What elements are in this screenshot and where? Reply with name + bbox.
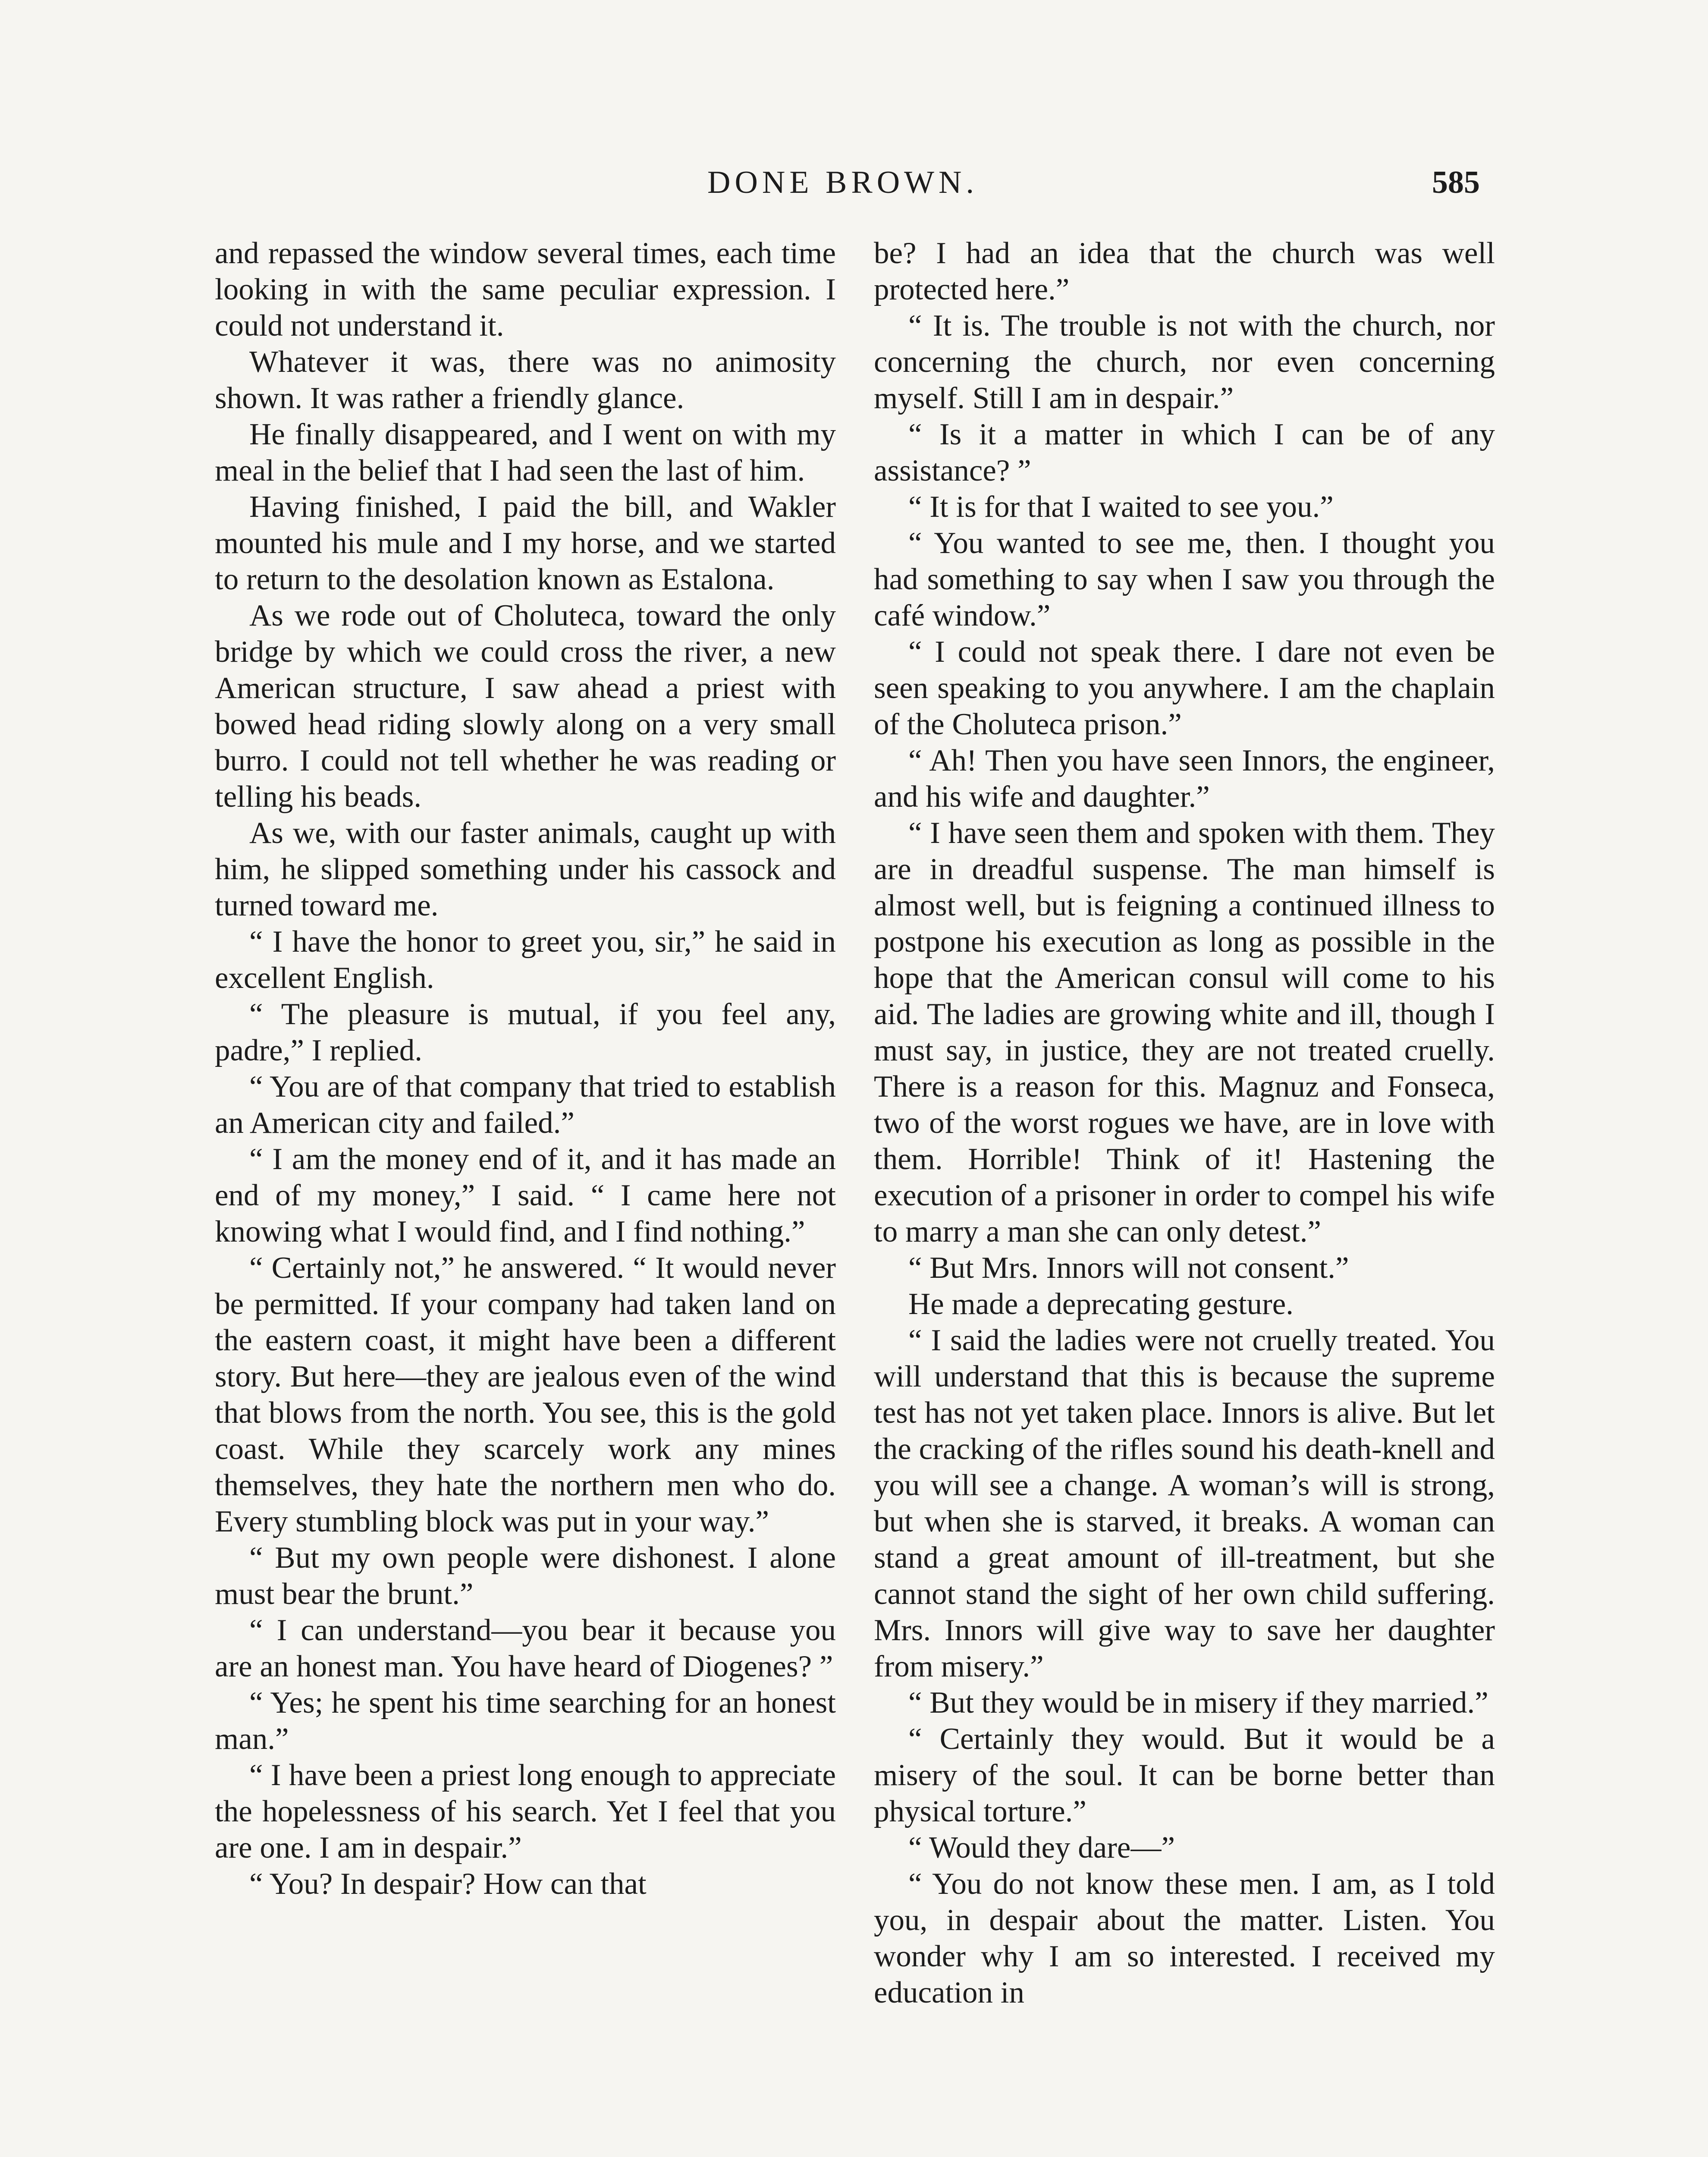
- paragraph: “ Certainly they would. But it would be a misery of the soul. It can be borne better than physical torture.”: [874, 1722, 1495, 1828]
- running-title: DONE BROWN.: [707, 165, 978, 200]
- left-column: [215, 235, 836, 2157]
- paragraph: “ I have the honor to greet you, sir,” he said in excellent English.: [215, 925, 836, 995]
- running-head: [0, 159, 1708, 206]
- paragraph: “ You are of that company that tried to establish an American city and failed.”: [215, 1070, 836, 1140]
- paragraph: “ Certainly not,” he answered. “ It would never be permitted. If your company had taken land on the eastern coast, it might have been a different story. But here—they are jealous even of the wind that blows from the north. You see, this is the gold coast. While they scarcely work any mines themselves, they hate the northern men who do. Every stumbling block was put in your way.”: [215, 1251, 836, 1538]
- page-number: 585: [1432, 165, 1480, 200]
- paragraph: “ You do not know these men. I am, as I told you, in despair about the matter. Listen. You wonder why I am so interested. I received my education in: [874, 1867, 1495, 2009]
- right-column: [874, 235, 1495, 2157]
- paragraph: “ I have been a priest long enough to appreciate the hopelessness of his search. Yet I feel that you are one. I am in despair.”: [215, 1758, 836, 1865]
- paragraph: “ It is. The trouble is not with the church, nor concerning the church, nor even concerning myself. Still I am in despair.”: [874, 309, 1495, 415]
- paragraph: “ I said the ladies were not cruelly treated. You will understand that this is because the supreme test has not yet taken place. Innors is alive. But let the cracking of the rifles sound his death-knell and you will see a change. A woman’s will is strong, but when she is starved, it breaks. A woman can stand a great amount of ill-treatment, but she cannot stand the sight of her own child suffering. Mrs. Innors will give way to save her daughter from misery.”: [874, 1324, 1495, 1683]
- paragraph: “ You wanted to see me, then. I thought you had something to say when I saw you through the café window.”: [874, 526, 1495, 632]
- paragraph: He finally disappeared, and I went on with my meal in the belief that I had seen the last of him.: [215, 418, 836, 487]
- paragraph: be? I had an idea that the church was well protected here.”: [874, 236, 1495, 306]
- paragraph: “ Is it a matter in which I can be of any assistance? ”: [874, 418, 1495, 487]
- paragraph: “ But Mrs. Innors will not consent.”: [908, 1251, 1349, 1285]
- paragraph: “ But they would be in misery if they married.”: [908, 1686, 1488, 1720]
- paragraph: “ The pleasure is mutual, if you feel any, padre,” I replied.: [215, 997, 836, 1067]
- paragraph: “ You? In despair? How can that: [249, 1867, 647, 1901]
- paragraph: Having finished, I paid the bill, and Wakler mounted his mule and I my horse, and we started to return to the desolation known as Estalona.: [215, 490, 836, 596]
- paragraph: “ But my own people were dishonest. I alone must bear the brunt.”: [215, 1541, 836, 1611]
- paragraph: and repassed the window several times, each time looking in with the same peculiar expression. I could not understand it.: [215, 236, 836, 343]
- paragraph: “ I am the money end of it, and it has made an end of my money,” I said. “ I came here not knowing what I would find, and I find nothing.”: [215, 1142, 836, 1248]
- paragraph: Whatever it was, there was no animosity shown. It was rather a friendly glance.: [215, 345, 836, 415]
- paragraph: “ I can understand—you bear it because you are an honest man. You have heard of Diogenes? ”: [215, 1613, 836, 1683]
- paragraph: “ Would they dare—”: [908, 1831, 1175, 1865]
- paragraph: “ Yes; he spent his time searching for an honest man.”: [215, 1686, 836, 1756]
- paragraph: As we, with our faster animals, caught up with him, he slipped something under his cassock and turned toward me.: [215, 816, 836, 922]
- paragraph: “ I have seen them and spoken with them. They are in dreadful suspense. The man himself is almost well, but is feigning a continued illness to postpone his execution as long as possible in the hope that the American consul will come to his aid. The ladies are growing white and ill, though I must say, in justice, they are not treated cruelly. There is a reason for this. Magnuz and Fonseca, two of the worst rogues we have, are in love with them. Horrible! Think of it! Hastening the execution of a prisoner in order to compel his wife to marry a man she can only detest.”: [874, 816, 1495, 1248]
- paragraph: As we rode out of Choluteca, toward the only bridge by which we could cross the river, a new American structure, I saw ahead a priest with bowed head riding slowly along on a very small burro. I could not tell whether he was reading or telling his beads.: [215, 599, 836, 814]
- paragraph: He made a deprecating gesture.: [908, 1287, 1294, 1321]
- paragraph: “ It is for that I waited to see you.”: [908, 490, 1334, 524]
- paragraph: “ I could not speak there. I dare not even be seen speaking to you anywhere. I am the chaplain of the Choluteca prison.”: [874, 635, 1495, 741]
- paragraph: “ Ah! Then you have seen Innors, the engineer, and his wife and daughter.”: [874, 744, 1495, 814]
